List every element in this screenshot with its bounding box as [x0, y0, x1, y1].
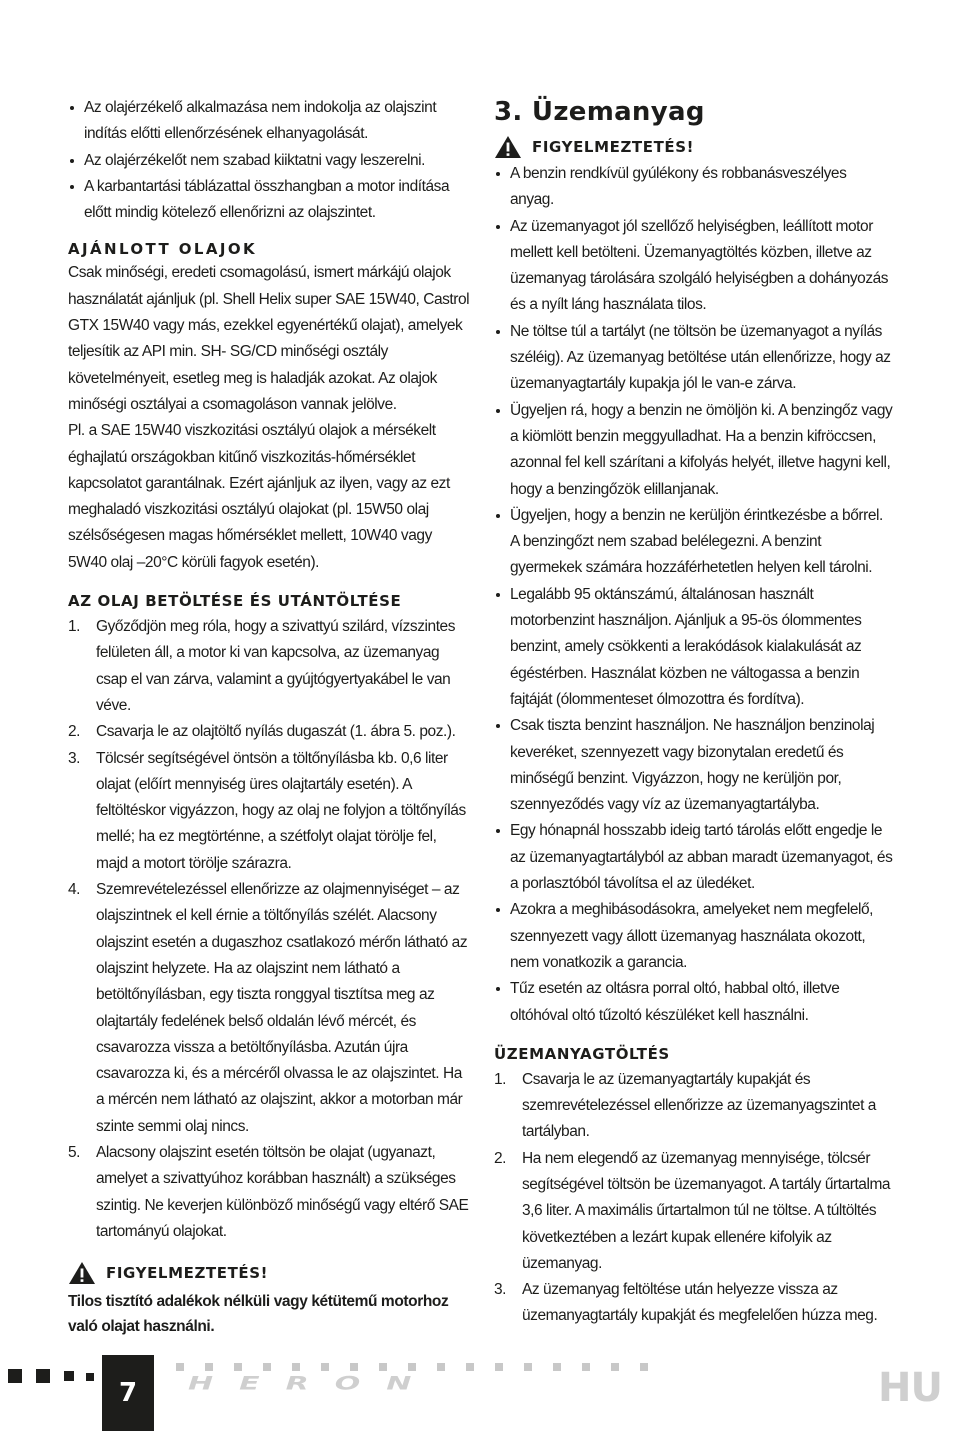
warning-label: FIGYELMEZTETÉS! — [106, 1264, 269, 1283]
list-item: A karbantartási táblázattal összhangban a motor indítása előtt mindig kötelező ellenőrizni az olajszintet. — [68, 174, 470, 227]
list-item — [494, 1146, 894, 1277]
list-item — [68, 746, 470, 877]
left-column — [68, 95, 470, 1339]
step-text: Győződjön meg róla, hogy a szivattyú szilárd, vízszintes felületen áll, a motor ki van kapcsolva, az üzemanyag csap el van zárva, valamint a gyújtógyertyakábel le van véve. — [96, 618, 456, 714]
warning-label: FIGYELMEZTETÉS! — [532, 138, 695, 156]
step-text: Az üzemanyag feltöltése után helyezze vissza az üzemanyagtartály kupakját és megfelelően húzza meg. — [522, 1281, 878, 1325]
warning-icon — [68, 1261, 96, 1285]
footer-dot — [640, 1363, 648, 1371]
list-item: Ne töltse túl a tartályt (ne töltsön be üzemanyagot a nyílás széléig). Az üzemanyag betöltése után ellenőrizze, hogy az üzemanyagtartály kupakja jól le van-e zárva. — [494, 319, 894, 398]
step-number: 3. — [494, 1281, 507, 1299]
step-text: Alacsony olajszint esetén töltsön be olajat (ugyanazt, amelyet a szivattyúhoz korábban használt) a szükséges szintig. Ne keverjen különböző minőségű vagy eltérő SAE tartományú olajokat. — [96, 1143, 469, 1240]
recommended-oils-paragraph: Csak minőségi, eredeti csomagolású, ismert márkájú olajok használatát ajánljuk (pl. Shell Helix super SAE 15W40, Castrol GTX 15W40 vagy más, ezekkel egyenértékű olajat), amelyek teljesítik az API min. SH- SG/CD minőségi osztály követelményeit, esetleg meg is haladják azokat. Az olajok minőségi osztályai a csomagoláson vannak jelölve. — [68, 264, 470, 413]
list-item: Az olajérzékelőt nem szabad kiiktatni vagy leszerelni. — [68, 148, 470, 174]
page-number: 7 — [102, 1355, 154, 1431]
brand-logo: HERON — [188, 1373, 438, 1395]
oil-warning-text: Tilos tisztító adalékok nélküli vagy kétütemű motorhoz való olajat használni. — [68, 1293, 449, 1336]
step-text: Szemrevételezéssel ellenőrizze az olajmennyiséget – az olajszintnek el kell érnie a töltőnyílás szélét. Alacsony olajszint esetén a dugaszhoz csatlakozó mérőn látható az olajszint helyzete. Ha az olajszint nem látható a betöltőnyílásban, egy tiszta ronggyal tisztítsa meg az olajtartály fedelének belső oldalán lévő mércét, és csavarozza vissza a betöltőnyílásba. Azután újra csavarozza ki, és a mércéről olvassa le az olajszintet. Ha a mércén nem látható az olajszint, akkor a motorban már szinte semmi olaj nincs. — [96, 881, 468, 1135]
oil-fill-heading: AZ OLAJ BETÖLTÉSE ÉS UTÁNTÖLTÉSE — [68, 592, 402, 611]
footer-dot — [466, 1363, 474, 1371]
oil-warning-heading — [68, 1261, 470, 1285]
step-number: 4. — [68, 881, 81, 899]
footer-dot — [611, 1363, 619, 1371]
list-item: Ügyeljen rá, hogy a benzin ne ömöljön ki. A benzingőz vagy a kiömlött benzin meggyulladhat. Ha a benzin kifröccsen, azonnal fel kell szárítani a kifolyás helyét, illetve hagyni kell, hogy a benzingőzök elillanjanak. — [494, 398, 894, 503]
oil-sensor-notes — [68, 95, 470, 226]
step-text: Csavarja le az üzemanyagtartály kupakját és szemrevételezéssel ellenőrizze az üzemanyagszintet a tartályban. — [522, 1070, 876, 1141]
footer-dot — [176, 1363, 184, 1371]
footer-dot — [495, 1363, 503, 1371]
list-item: Ügyeljen, hogy a benzin ne kerüljön érintkezésbe a bőrrel. A benzingőzt nem szabad belélegezni. A benzint gyermekek számára hozzáférhetetlen helyen kell tárolni. — [494, 503, 894, 582]
refuel-steps — [494, 1067, 894, 1330]
footer-dot — [263, 1363, 271, 1371]
footer-square — [36, 1369, 50, 1383]
list-item: A benzin rendkívül gyúlékony és robbanásveszélyes anyag. — [494, 161, 894, 214]
step-text: Tölcsér segítségével öntsön a töltőnyílásba kb. 0,6 liter olajat (előírt mennyiség üres olajtartály esetén). A feltöltéskor vigyázzon, hogy az olaj ne folyjon a töltőnyílás mellé; ha ez megtörténne, a szétfolyt olajat törölje fel, majd a motort törölje szárazra. — [96, 749, 466, 872]
footer-dot — [582, 1363, 590, 1371]
list-item — [68, 1140, 470, 1245]
list-item: Azokra a meghibásodásokra, amelyeket nem megfelelő, szennyezett vagy állott üzemanyag használata okozott, nem vonatkozik a garancia. — [494, 897, 894, 976]
recommended-oils-heading: AJÁNLOTT OLAJOK — [68, 240, 258, 259]
warning-icon — [494, 135, 522, 159]
list-item: Az olajérzékelő alkalmazása nem indokolja az olajszint indítás előtti ellenőrzésének elhanyagolását. — [68, 95, 470, 148]
footer-dot — [553, 1363, 561, 1371]
footer-dot — [408, 1363, 416, 1371]
list-item — [68, 877, 470, 1140]
refuel-heading: ÜZEMANYAGTÖLTÉS — [494, 1044, 670, 1063]
fuel-warning-heading — [494, 135, 894, 159]
footer-dot — [350, 1363, 358, 1371]
footer-dot — [524, 1363, 532, 1371]
list-item: Az üzemanyagot jól szellőző helyiségben, leállított motor mellett kell betölteni. Üzemanyagtöltés közben, illetve az üzemanyag tárolására szolgáló helyiségben a dohányozás és a nyílt láng használata tilos. — [494, 214, 894, 319]
footer-square — [8, 1369, 22, 1383]
footer-dot — [234, 1363, 242, 1371]
list-item: Csak tiszta benzint használjon. Ne használjon benzinolaj keveréket, szennyezett vagy bizonytalan eredetű és minőségű benzint. Vigyázzon, hogy ne kerüljön por, szennyeződés vagy víz az üzemanyagtartályba. — [494, 713, 894, 818]
oil-fill-steps — [68, 614, 470, 1245]
step-number: 2. — [68, 723, 81, 741]
language-code: HU — [878, 1365, 942, 1411]
step-number: 1. — [68, 618, 81, 636]
footer-dot — [321, 1363, 329, 1371]
viscosity-paragraph: Pl. a SAE 15W40 viszkozitási osztályú olajok a mérsékelt éghajlatú országokban kitűnő viszkozitás-hőmérséklet kapcsolatot garantálnak. Ezért ajánljuk az ilyen, vagy az ezt meghaladó viszkozitási osztályú olajokat (pl. 15W50 olaj szélsőségesen magas hőmérséklet mellett, 10W40 vagy 5W40 olaj –20°C körüli fagyok esetén). — [68, 422, 450, 571]
fuel-safety-notes — [494, 161, 894, 1029]
footer-square — [86, 1373, 94, 1381]
step-number: 5. — [68, 1143, 81, 1161]
footer-dot — [437, 1363, 445, 1371]
footer-dot — [379, 1363, 387, 1371]
footer-dot — [205, 1363, 213, 1371]
footer-square — [64, 1371, 74, 1381]
list-item — [68, 614, 470, 719]
step-text: Csavarja le az olajtöltő nyílás dugaszát (1. ábra 5. poz.). — [96, 723, 456, 741]
list-item: Legalább 95 oktánszámú, általánosan használt motorbenzint használjon. Ajánljuk a 95-ös ólommentes benzint, amely csökkenti a lerakódások kialakulását az égéstérben. Használat közben ne váltogassa a benzin fajtáját (ólommenteset ólmozottra és fordítva). — [494, 582, 894, 713]
list-item — [494, 1277, 894, 1330]
list-item: Tűz esetén az oltásra porral oltó, habbal oltó, illetve oltóhóval oltó tűzoltó készüléket kell használni. — [494, 976, 894, 1029]
right-column — [494, 95, 894, 1330]
page-footer — [0, 1355, 960, 1431]
list-item: Egy hónapnál hosszabb ideig tartó tárolás előtt engedje le az üzemanyagtartályból az abban maradt üzemanyagot, és a porlasztóból távolítsa el az üledéket. — [494, 818, 894, 897]
footer-dot — [292, 1363, 300, 1371]
step-text: Ha nem elegendő az üzemanyag mennyisége, tölcsér segítségével töltsön be üzemanyagot. A tartály űrtartalma 3,6 liter. A maximális űrtartalmon túl ne töltse. A túltöltés következtében a lezárt kupak ellenére kifolyik az üzemanyag. — [522, 1149, 891, 1272]
step-number: 2. — [494, 1149, 507, 1167]
list-item — [494, 1067, 894, 1146]
step-number: 1. — [494, 1070, 507, 1088]
section-title: 3. Üzemanyag — [494, 97, 705, 127]
step-number: 3. — [68, 749, 81, 767]
list-item — [68, 719, 470, 745]
